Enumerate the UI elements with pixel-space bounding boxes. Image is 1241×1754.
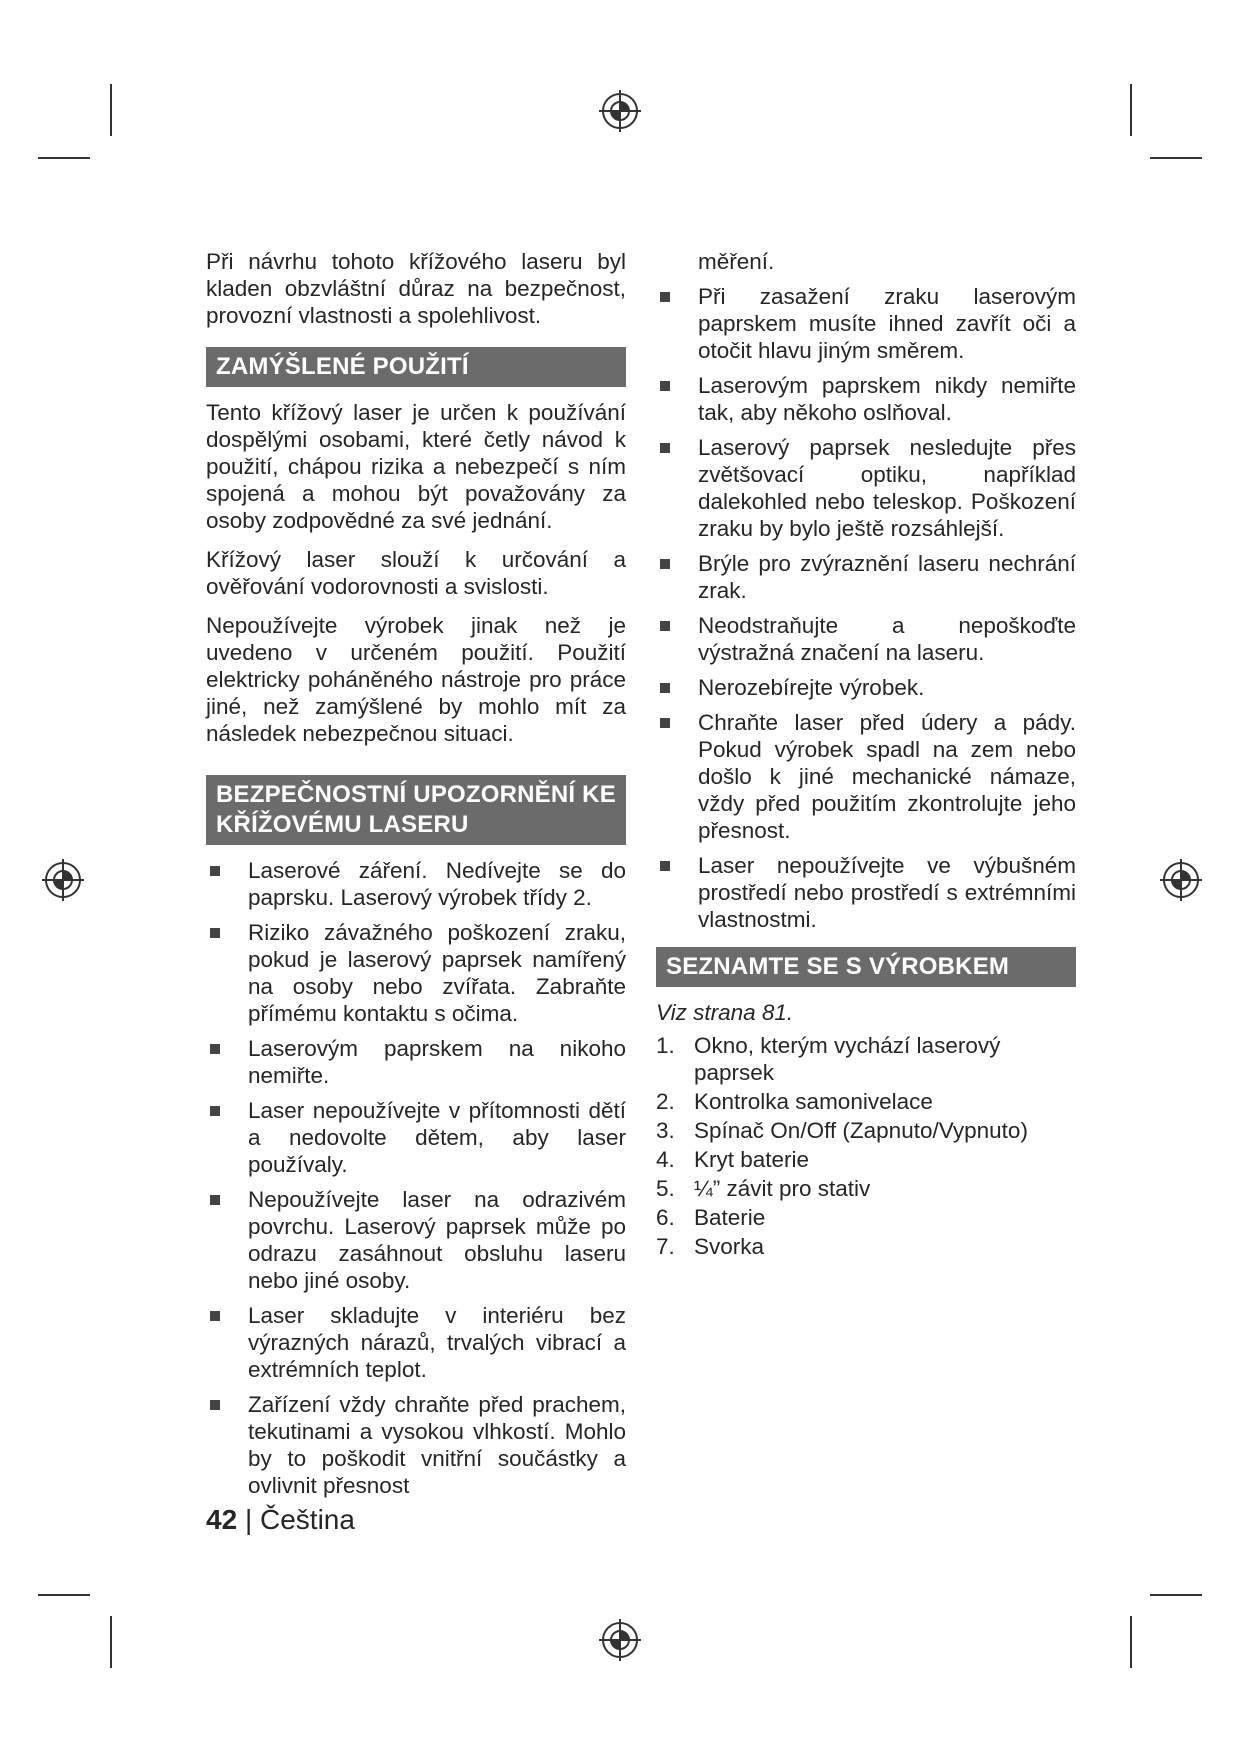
safety-list-right — [656, 283, 1076, 933]
list-item: Nepoužívejte laser na odrazivém povrchu. Laserový paprsek může po odrazu zasáhnout obsluhu laseru nebo jiné osoby. — [206, 1186, 626, 1294]
list-item: Laserovým paprskem na nikoho nemiřte. — [206, 1035, 626, 1089]
crop-mark — [1150, 157, 1202, 159]
safety-list-left — [206, 857, 626, 1499]
list-item: 7. Svorka — [656, 1234, 765, 1259]
list-item: 4. Kryt baterie — [656, 1147, 810, 1172]
page-footer — [206, 1504, 355, 1536]
list-item: 6. Baterie — [656, 1205, 766, 1230]
list-item: Laser nepoužívejte ve výbušném prostředí nebo prostředí s extrémními vlastnostmi. — [656, 852, 1076, 933]
bullet-square-icon — [210, 866, 220, 876]
bullet-square-icon — [660, 381, 670, 391]
crop-mark — [38, 1594, 90, 1596]
list-item: 2. Kontrolka samonivelace — [656, 1089, 933, 1114]
parts-list — [656, 1032, 1076, 1260]
section-heading-intended-use: ZAMÝŠLENÉ POUŽITÍ — [206, 347, 626, 387]
list-item: Zařízení vždy chraňte před prachem, tekutinami a vysokou vlhkostí. Mohlo by to poškodit vnitřní součástky a ovlivnit přesnost — [206, 1391, 626, 1499]
list-item: Chraňte laser před údery a pády. Pokud výrobek spadl na zem nebo došlo k jiné mechanické námaze, vždy před použitím zkontrolujte jeho přesnost. — [656, 709, 1076, 844]
page-number: 42 — [206, 1504, 238, 1535]
crop-mark — [38, 157, 90, 159]
intro-paragraph: Při návrhu tohoto křížového laseru byl kladen obzvláštní důraz na bezpečnost, provozní vlastnosti a spolehlivost. — [206, 249, 626, 328]
list-item: Nerozebírejte výrobek. — [656, 674, 1076, 701]
section-heading-product: SEZNAMTE SE S VÝROBKEM — [656, 947, 1076, 987]
left-column — [206, 248, 626, 1507]
paragraph: Tento křížový laser je určen k používání dospělými osobami, které četly návod k použití, chápou rizika a nebezpečí s ním spojená a mohou být považovány za osoby zodpovědné za své jednání. — [206, 400, 626, 533]
bullet-square-icon — [660, 718, 670, 728]
continuation-text: měření. — [698, 249, 775, 274]
list-item: Laser skladujte v interiéru bez výrazných nárazů, trvalých vibrací a extrémních teplot. — [206, 1302, 626, 1383]
footer-separator: | — [244, 1504, 253, 1535]
bullet-square-icon — [210, 928, 220, 938]
list-item: Při zasažení zraku laserovým paprskem musíte ihned zavřít oči a otočit hlavu jiným směrem. — [656, 283, 1076, 364]
paragraph: Křížový laser slouží k určování a ověřování vodorovnosti a svislosti. — [206, 547, 626, 599]
list-item: Laser nepoužívejte v přítomnosti dětí a nedovolte dětem, aby laser používaly. — [206, 1097, 626, 1178]
right-column — [656, 248, 1076, 1262]
bullet-square-icon — [210, 1195, 220, 1205]
registration-mark-icon — [41, 858, 85, 902]
list-item: Laserové záření. Nedívejte se do paprsku. Laserový výrobek třídy 2. — [206, 857, 626, 911]
section-heading-safety: BEZPEČNOSTNÍ UPOZORNĚNÍ KE KŘÍŽOVÉMU LASERU — [206, 775, 626, 845]
bullet-square-icon — [660, 621, 670, 631]
list-item: 3. Spínač On/Off (Zapnuto/Vypnuto) — [656, 1118, 1028, 1143]
bullet-square-icon — [660, 559, 670, 569]
list-item: Brýle pro zvýraznění laseru nechrání zrak. — [656, 550, 1076, 604]
list-item: Neodstraňujte a nepoškoďte výstražná značení na laseru. — [656, 612, 1076, 666]
list-item: Laserový paprsek nesledujte přes zvětšovací optiku, například dalekohled nebo teleskop. Poškození zraku by bylo ještě rozsáhlejší. — [656, 434, 1076, 542]
paragraph: Nepoužívejte výrobek jinak než je uvedeno v určeném použití. Použití elektricky poháněného nástroje pro práce jiné, než zamýšlené by mohlo mít za následek nebezpečnou situaci. — [206, 613, 626, 746]
list-item: 5. ¼” závit pro stativ — [656, 1176, 871, 1201]
registration-mark-icon — [598, 1618, 642, 1662]
list-item: Laserovým paprskem nikdy nemiřte tak, aby někoho oslňoval. — [656, 372, 1076, 426]
list-item: Riziko závažného poškození zraku, pokud je laserový paprsek namířený na osoby nebo zvířata. Zabraňte přímému kontaktu s očima. — [206, 919, 626, 1027]
bullet-square-icon — [210, 1044, 220, 1054]
crop-mark — [110, 84, 112, 136]
bullet-square-icon — [660, 861, 670, 871]
crop-mark — [1150, 1594, 1202, 1596]
bullet-square-icon — [660, 443, 670, 453]
registration-mark-icon — [598, 89, 642, 133]
bullet-square-icon — [660, 683, 670, 693]
bullet-square-icon — [210, 1106, 220, 1116]
list-item: 1. Okno, kterým vychází laserový paprsek — [656, 1033, 1001, 1085]
crop-mark — [1130, 1616, 1132, 1668]
crop-mark — [1130, 84, 1132, 136]
bullet-square-icon — [210, 1311, 220, 1321]
bullet-square-icon — [210, 1400, 220, 1410]
bullet-square-icon — [660, 292, 670, 302]
crop-mark — [110, 1616, 112, 1668]
page-reference: Viz strana 81. — [656, 1000, 794, 1025]
registration-mark-icon — [1159, 858, 1203, 902]
footer-language: Čeština — [260, 1504, 355, 1535]
